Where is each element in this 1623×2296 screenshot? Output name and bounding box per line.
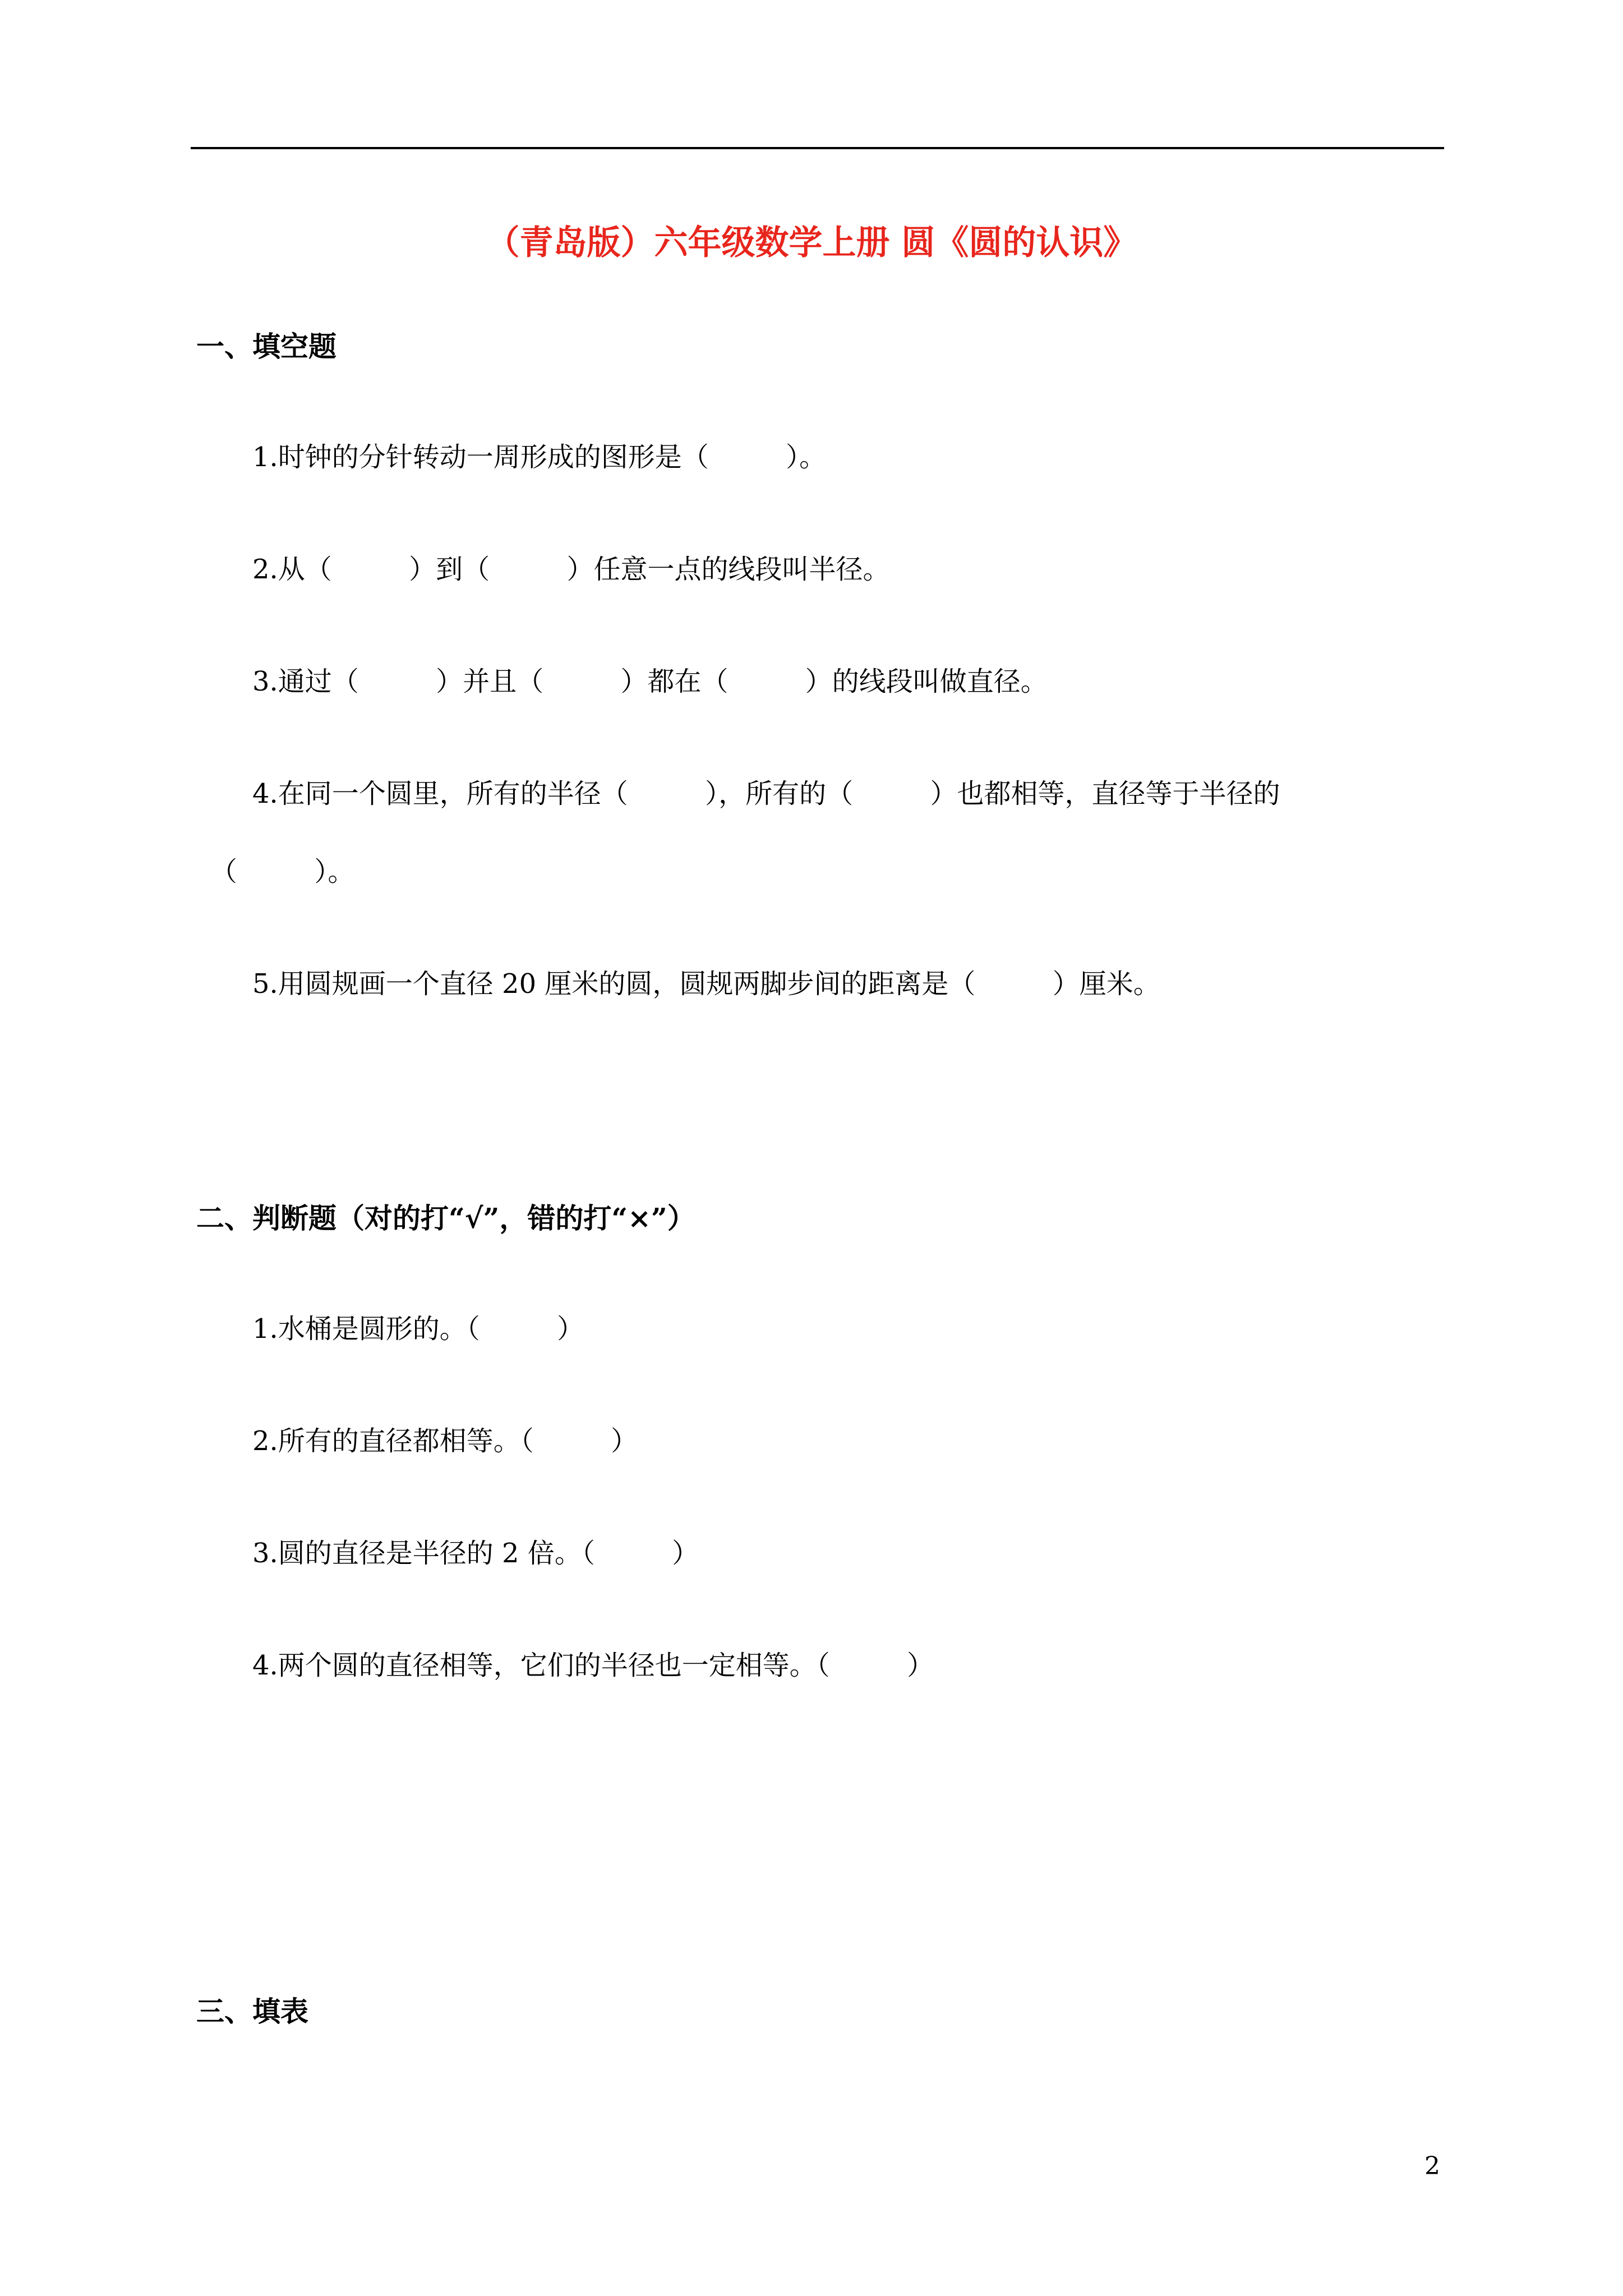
section-heading-fill-table: 三、填表 <box>196 1995 308 2028</box>
question-judge-2: 2.所有的直径都相等。（ ） <box>252 1425 638 1457</box>
section-heading-fill-blank: 一、填空题 <box>196 330 336 363</box>
question-fill-5: 5.用圆规画一个直径 20 厘米的圆，圆规两脚步间的距离是（ ）厘米。 <box>252 968 1160 1000</box>
question-fill-4: 4.在同一个圆里，所有的半径（ ），所有的（ ）也都相等，直径等于半径的 <box>252 778 1280 809</box>
question-fill-2: 2.从（ ）到（ ）任意一点的线段叫半径。 <box>252 554 890 585</box>
page-number: 2 <box>1424 2152 1440 2180</box>
question-fill-1: 1.时钟的分针转动一周形成的图形是（ ）。 <box>252 441 827 473</box>
question-judge-4: 4.两个圆的直径相等，它们的半径也一定相等。（ ） <box>252 1650 934 1681</box>
section-heading-true-false: 二、判断题（对的打“√”，错的打“×”） <box>196 1202 695 1235</box>
question-judge-3: 3.圆的直径是半径的 2 倍。（ ） <box>252 1538 699 1569</box>
header-rule <box>191 147 1444 149</box>
document-title: （青岛版）六年级数学上册 圆《圆的认识》 <box>486 223 1137 263</box>
question-judge-1: 1.水桶是圆形的。（ ） <box>252 1313 584 1345</box>
question-fill-3: 3.通过（ ）并且（ ）都在（ ）的线段叫做直径。 <box>252 666 1048 697</box>
question-fill-4-continued: （ ）。 <box>210 856 355 887</box>
